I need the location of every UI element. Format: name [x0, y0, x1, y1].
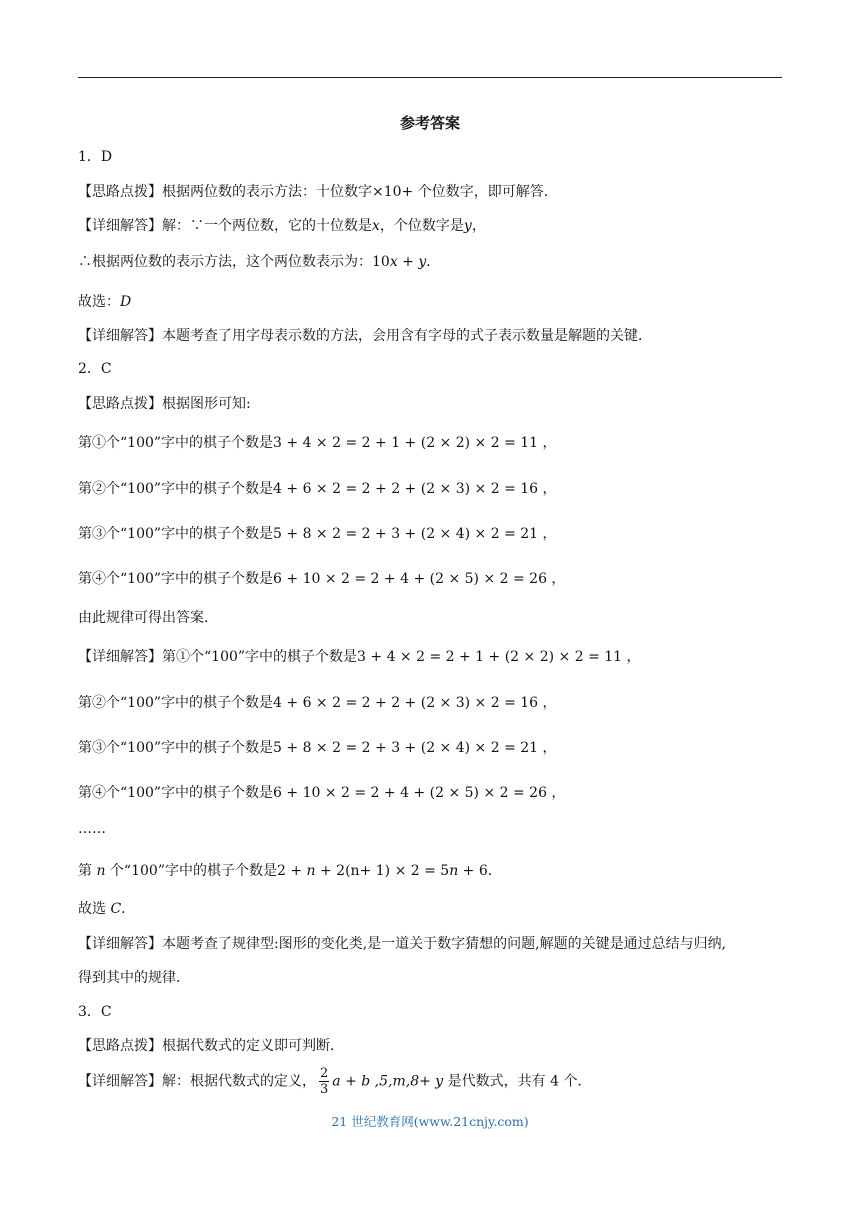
q3-detail-math: a + b ,5,m,8+ y [332, 1073, 444, 1090]
q2-detail-line: 第②个“100”字中的棋子个数是4 + 6 × 2 = 2 + 2 + (2 × 3) × 2 = 16 ， [78, 695, 557, 711]
q1-comment: 【详细解答】本题考查了用字母表示数的方法，会用含有字母的式子表示数量是解题的关键． [78, 328, 652, 344]
q2-general-prefix: 第 [78, 863, 97, 879]
q1-choice-prefix: 故选： [78, 294, 120, 310]
q3-detail-end: 是代数式，共有 4 个． [443, 1073, 592, 1090]
q2-hint-intro: 【思路点拨】根据图形可知: [78, 396, 251, 412]
q1-detail-mid: ，个位数字是 [379, 218, 464, 234]
q2-detail-line: 【详细解答】第①个“100”字中的棋子个数是3 + 4 × 2 = 2 + 1 + (2 × 2) × 2 = 11 ， [78, 649, 641, 665]
fraction-two-thirds [319, 1066, 329, 1097]
q3-detail [78, 1066, 591, 1097]
q1-conclusion [78, 252, 440, 272]
q2-hint-end: 由此规律可得出答案． [78, 610, 218, 626]
q2-choice [78, 899, 135, 919]
q3-answer: 3．C [78, 1004, 112, 1020]
q2-hint-line: 第①个“100”字中的棋子个数是3 + 4 × 2 = 2 + 1 + (2 × 2) × 2 = 11 ， [78, 435, 557, 451]
q1-math-plus: + [397, 254, 419, 270]
header-rule [78, 77, 782, 78]
q1-math-x: x [389, 254, 398, 270]
page-title: 参考答案 [399, 114, 460, 132]
q1-detail-end: ， [471, 218, 486, 234]
q2-var-n: n [96, 863, 106, 879]
q2-hint-line: 第④个“100”字中的棋子个数是6 + 10 × 2 = 2 + 4 + (2 × 5) × 2 = 26 ， [78, 571, 566, 587]
q1-math-coef: 10 [372, 254, 390, 270]
q1-answer: 1．D [78, 149, 113, 165]
fraction-denominator: 3 [320, 1082, 329, 1097]
q2-general-term [78, 861, 502, 881]
q1-var-y: y [463, 218, 472, 234]
q2-choice-end: ． [121, 901, 136, 917]
q2-general-end: + 6． [458, 863, 502, 879]
q1-choice [78, 292, 131, 312]
q2-var-n: n [306, 863, 316, 879]
q2-detail-line: 第③个“100”字中的棋子个数是5 + 8 × 2 = 2 + 3 + (2 × 4) × 2 = 21 ， [78, 740, 557, 756]
q2-hint-line: 第②个“100”字中的棋子个数是4 + 6 × 2 = 2 + 2 + (2 × 3) × 2 = 16 ， [78, 481, 557, 497]
q2-var-n: n [449, 863, 459, 879]
q3-hint: 【思路点拨】根据代数式的定义即可判断． [78, 1038, 344, 1054]
q2-general-mid: 个“100”字中的棋子个数是2 + [105, 863, 307, 879]
q1-var-x: x [372, 218, 380, 234]
q2-comment-line: 【详细解答】本题考查了规律型:图形的变化类,是一道关于数字猜想的问题,解题的关键是通过总结与归纳, [78, 936, 727, 952]
q1-conclusion-end: ． [426, 254, 441, 270]
q2-choice-prefix: 故选 [78, 901, 111, 917]
q1-detail [78, 216, 486, 236]
q1-detail-prefix: 【详细解答】解：∵一个两位数，它的十位数是 [78, 218, 372, 234]
q2-choice-letter: C [110, 901, 122, 917]
q1-math-y: y [418, 254, 427, 270]
q2-hint-line: 第③个“100”字中的棋子个数是5 + 8 × 2 = 2 + 3 + (2 × 4) × 2 = 21 ， [78, 526, 557, 542]
q1-choice-letter: D [120, 294, 132, 310]
fraction-numerator: 2 [320, 1066, 329, 1081]
q2-answer: 2．C [78, 361, 112, 377]
q2-comment-line: 得到其中的规律． [78, 970, 190, 986]
q1-hint: 【思路点拨】根据两位数的表示方法：十位数字×10+ 个位数字，即可解答． [78, 184, 558, 200]
q1-conclusion-prefix: ∴根据两位数的表示方法，这个两位数表示为： [78, 254, 372, 270]
q2-ellipsis: …… [78, 821, 106, 837]
q2-detail-line: 第④个“100”字中的棋子个数是6 + 10 × 2 = 2 + 4 + (2 × 5) × 2 = 26 ， [78, 785, 566, 801]
q2-general-mid2: + 2(n+ 1) × 2 = 5 [315, 863, 450, 879]
footer-watermark: 21 世纪教育网(www.21cnjy.com) [331, 1114, 529, 1129]
q3-detail-prefix: 【详细解答】解：根据代数式的定义， [78, 1073, 316, 1090]
